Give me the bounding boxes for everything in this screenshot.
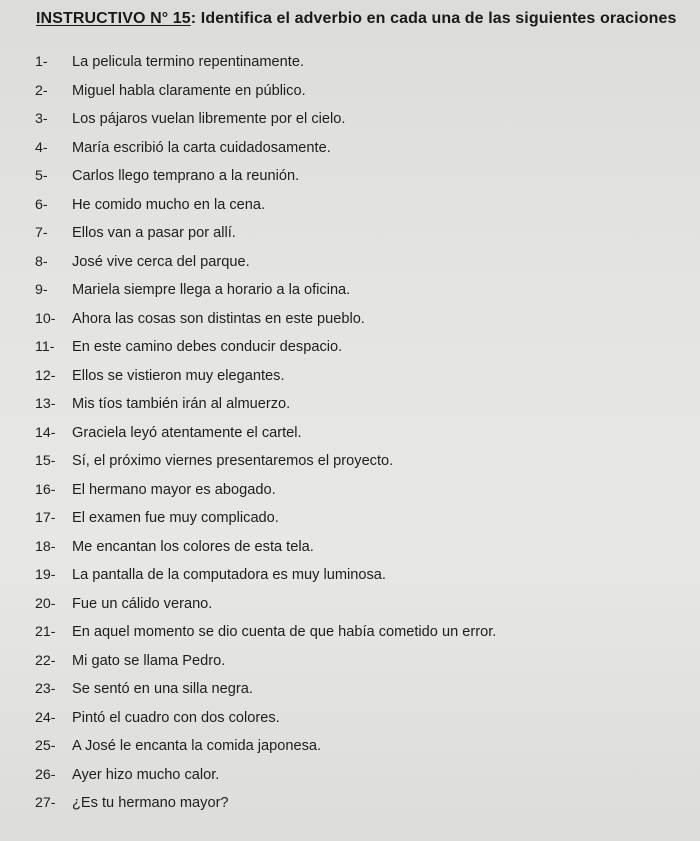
sentence-text: La pantalla de la computadora es muy luminosa. <box>72 567 386 583</box>
sentence-number: 4- <box>35 139 48 156</box>
sentence-item <box>35 651 695 680</box>
sentence-text: Se sentó en una silla negra. <box>72 681 253 697</box>
sentence-number: 13- <box>35 396 56 412</box>
sentence-item <box>35 166 695 195</box>
sentence-text: En este camino debes conducir despacio. <box>72 339 343 355</box>
sentence-text: Los pájaros vuelan libremente por el cielo. <box>72 111 346 127</box>
sentence-item <box>35 223 695 252</box>
sentence-number: 3- <box>35 111 48 127</box>
sentence-item <box>35 708 695 737</box>
sentence-text: Miguel habla claramente en público. <box>72 82 306 99</box>
sentence-number: 22- <box>35 652 56 669</box>
sentence-text: La pelicula termino repentinamente. <box>72 54 305 70</box>
sentence-text: Sí, el próximo viernes presentaremos el proyecto. <box>72 453 394 469</box>
sentence-number: 23- <box>35 681 56 697</box>
sentence-item <box>35 793 695 822</box>
sentence-number: 9- <box>35 282 48 298</box>
sentence-item <box>35 81 695 110</box>
sentence-item <box>35 565 695 594</box>
sentence-number: 25- <box>35 738 56 754</box>
sentence-text: A José le encanta la comida japonesa. <box>72 738 322 754</box>
sentence-number: 12- <box>35 367 56 384</box>
sentence-text: Graciela leyó atentamente el cartel. <box>72 424 302 441</box>
sentence-item <box>35 423 695 452</box>
sentence-number: 19- <box>35 567 56 583</box>
sentence-item <box>35 736 695 765</box>
sentence-number: 15- <box>35 453 56 469</box>
sentence-number: 8- <box>35 253 48 270</box>
sentence-text: El examen fue muy complicado. <box>72 510 279 526</box>
sentence-number: 16- <box>35 481 56 498</box>
sentence-number: 18- <box>35 538 56 555</box>
sentence-item <box>35 109 695 138</box>
sentence-item <box>35 451 695 480</box>
sentence-number: 11- <box>35 339 55 355</box>
sentence-item <box>35 765 695 794</box>
sentence-text: Ahora las cosas son distintas en este pueblo. <box>72 310 365 327</box>
sentence-number: 26- <box>35 766 56 783</box>
sentence-number: 24- <box>35 709 56 726</box>
sentence-number: 27- <box>35 795 56 811</box>
sentence-item <box>35 622 695 651</box>
sentence-text: Mariela siempre llega a horario a la oficina. <box>72 282 351 298</box>
sentence-text: He comido mucho en la cena. <box>72 196 266 213</box>
sentence-item <box>35 280 695 309</box>
sentence-text: Ellos van a pasar por allí. <box>72 225 236 241</box>
sentence-item <box>35 394 695 423</box>
sentence-number: 20- <box>35 595 56 612</box>
sentence-number: 14- <box>35 424 56 441</box>
sentence-text: Ayer hizo mucho calor. <box>72 766 220 783</box>
title-instruction: : Identifica el adverbio en cada una de las siguientes oraciones <box>190 10 677 27</box>
sentence-number: 6- <box>35 196 48 213</box>
sentence-text: ¿Es tu hermano mayor? <box>72 795 229 811</box>
worksheet-title <box>36 10 700 28</box>
sentence-text: Me encantan los colores de esta tela. <box>72 538 314 555</box>
sentence-number: 7- <box>35 225 48 241</box>
sentence-text: Carlos llego temprano a la reunión. <box>72 168 300 184</box>
sentence-text: José vive cerca del parque. <box>72 253 250 270</box>
sentence-number: 17- <box>35 510 56 526</box>
sentence-text: Fue un cálido verano. <box>72 595 213 612</box>
sentence-number: 5- <box>35 168 48 184</box>
sentence-text: En aquel momento se dio cuenta de que había cometido un error. <box>72 624 497 640</box>
sentence-list <box>35 52 695 822</box>
sentence-number: 10- <box>35 310 56 327</box>
sentence-item <box>35 594 695 623</box>
title-instructivo: INSTRUCTIVO N° 15 <box>36 10 191 27</box>
sentence-text: María escribió la carta cuidadosamente. <box>72 139 331 156</box>
sentence-item <box>35 480 695 509</box>
sentence-number: 1- <box>35 54 48 70</box>
sentence-item <box>35 52 695 81</box>
sentence-number: 2- <box>35 82 48 99</box>
sentence-number: 21- <box>35 624 56 640</box>
sentence-item <box>35 508 695 537</box>
sentence-item <box>35 252 695 281</box>
sentence-text: Mis tíos también irán al almuerzo. <box>72 396 291 412</box>
sentence-item <box>35 195 695 224</box>
sentence-text: Mi gato se llama Pedro. <box>72 652 226 669</box>
sentence-text: Pintó el cuadro con dos colores. <box>72 709 280 726</box>
sentence-item <box>35 679 695 708</box>
sentence-item <box>35 366 695 395</box>
sentence-item <box>35 337 695 366</box>
sentence-item <box>35 537 695 566</box>
sentence-text: El hermano mayor es abogado. <box>72 481 276 498</box>
sentence-item <box>35 309 695 338</box>
sentence-item <box>35 138 695 167</box>
sentence-text: Ellos se vistieron muy elegantes. <box>72 367 285 384</box>
